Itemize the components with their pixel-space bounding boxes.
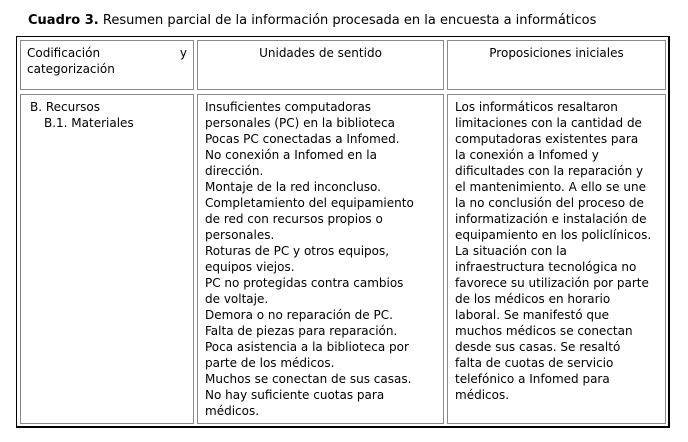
units-line: Muchos se conectan de sus casas. — [205, 372, 412, 386]
code-materials: B.1. Materiales — [44, 116, 134, 130]
units-line: No conexión a Infomed en la — [205, 148, 377, 162]
header-units: Unidades de sentido — [259, 46, 382, 60]
units-line: PC no protegidas contra cambios — [205, 276, 404, 290]
summary-table — [16, 36, 670, 428]
header-categorization: categorización — [27, 62, 115, 76]
caption-text: Resumen parcial de la información procesada en la encuesta a informáticos — [98, 13, 597, 28]
proposition-line: equipamiento en los policlínicos. — [455, 228, 652, 242]
code-resources: B. Recursos — [30, 100, 101, 114]
proposition-line: favorece su utilización por parte — [455, 276, 649, 290]
units-line: médicos. — [205, 404, 260, 418]
units-line: Completamiento del equipamiento — [205, 196, 414, 210]
units-line: Roturas de PC y otros equipos, — [205, 244, 390, 258]
caption-label: Cuadro 3. — [28, 13, 99, 28]
units-text — [198, 95, 443, 419]
proposition-line: La situación con la — [455, 244, 567, 258]
header-coding-word: Codificación — [27, 46, 101, 60]
units-line: Poca asistencia a la biblioteca por — [205, 340, 409, 354]
coding-cell — [20, 94, 194, 424]
proposition-line: informatización e instalación de — [455, 212, 647, 226]
proposition-line: Los informáticos resaltaron — [455, 100, 618, 114]
units-line: equipos viejos. — [205, 260, 295, 274]
propositions-cell — [447, 94, 666, 424]
units-line: personales (PC) en la biblioteca — [205, 116, 395, 130]
header-coding-conjunction: y — [179, 46, 187, 60]
proposition-line: la conexión a Infomed y — [455, 148, 599, 162]
header-cell-propositions — [447, 40, 666, 90]
proposition-line: dificultades con la reparación y — [455, 164, 644, 178]
units-line: No hay suficiente cuotas para — [205, 388, 385, 402]
proposition-line: médicos. — [455, 388, 510, 402]
proposition-line: de los médicos en horario — [455, 292, 611, 306]
proposition-line: limitaciones con la cantidad de — [455, 116, 642, 130]
units-line: personales. — [205, 228, 275, 242]
proposition-line: el mantenimiento. A ello se une — [455, 180, 646, 194]
proposition-line: falta de cuotas de servicio — [455, 356, 614, 370]
proposition-line: telefónico a Infomed para — [455, 372, 610, 386]
units-line: parte de los médicos. — [205, 356, 335, 370]
units-line: dirección. — [205, 164, 264, 178]
proposition-line: infraestructura tecnológica no — [455, 260, 637, 274]
header-cell-units — [197, 40, 444, 90]
propositions-text — [448, 95, 665, 403]
proposition-line: laboral. Se manifestó que — [455, 308, 610, 322]
proposition-line: muchos médicos se conectan — [455, 324, 633, 338]
units-line: Montaje de la red inconcluso. — [205, 180, 381, 194]
table-caption — [28, 12, 596, 30]
units-line: Falta de piezas para reparación. — [205, 324, 398, 338]
units-cell — [197, 94, 444, 424]
proposition-line: la no conclusión del proceso de — [455, 196, 644, 210]
proposition-line: computadoras existentes para — [455, 132, 639, 146]
header-propositions: Proposiciones iniciales — [489, 46, 624, 60]
units-line: Insuficientes computadoras — [205, 100, 372, 114]
header-cell-coding — [20, 40, 194, 90]
proposition-line: desde sus casas. Se resaltó — [455, 340, 621, 354]
units-line: Pocas PC conectadas a Infomed. — [205, 132, 400, 146]
units-line: Demora o no reparación de PC. — [205, 308, 393, 322]
units-line: de red con recursos propios o — [205, 212, 383, 226]
units-line: de voltaje. — [205, 292, 269, 306]
